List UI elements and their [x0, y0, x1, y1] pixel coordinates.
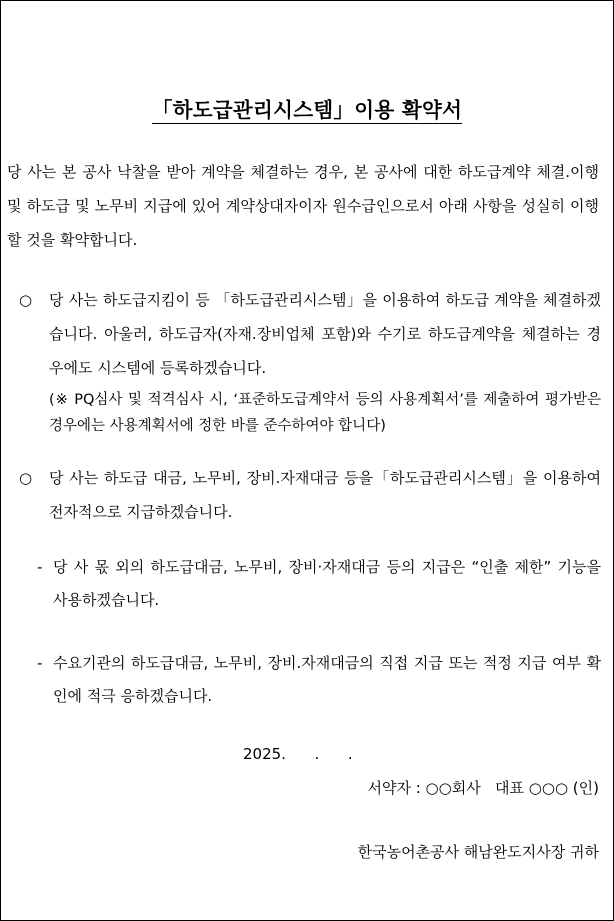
sub-item-2: [37, 647, 601, 713]
addressee-line: 한국농어촌공사 해남완도지사장 귀하: [357, 843, 599, 861]
sub-item-1: [37, 551, 601, 617]
document-date: 2025. . .: [243, 745, 353, 763]
document-title: [1, 93, 613, 123]
sub-item-1-text: 당 사 몫 외의 하도급대금, 노무비, 장비·자재대금 등의 지급은 “인출 제한” 기능을 사용하겠습니다.: [53, 558, 601, 609]
signature-line: 서약자 : ○○회사 대표 ○○○ (인): [367, 779, 599, 797]
commitment-item-2-text: 당 사는 하도급 대금, 노무비, 장비.자재대금 등을「하도급관리시스템」을 이용하여 전자적으로 지급하겠습니다.: [49, 469, 601, 521]
dash-marker: -: [37, 654, 43, 672]
intro-paragraph: 당 사는 본 공사 낙찰을 받아 계약을 체결하는 경우, 본 공사에 대한 하도급계약 체결.이행 및 하도급 및 노무비 지급에 있어 계약상대자이자 원수급인으로서 아래 사항을 성실히 이행할 것을 확약합니다.: [7, 163, 599, 249]
circle-bullet-icon: ○: [19, 291, 33, 309]
commitment-item-1: [19, 283, 601, 439]
commitment-item-2: [19, 461, 601, 529]
commitment-item-1-note: (※ PQ심사 및 적격심사 시, ‘표준하도급계약서 등의 사용계획서’를 제출하여 평가받은 경우에는 사용계획서에 정한 바를 준수하여야 합니다): [49, 392, 601, 434]
commitment-item-1-text: 당 사는 하도급지킴이 등 「하도급관리시스템」을 이용하여 하도급 계약을 체결하겠습니다. 아울러, 하도급자(자재.장비업체 포함)와 수기로 하도급계약을 체결하는 경우에도 시스템에 등록하겠습니다.: [49, 291, 601, 377]
circle-bullet-icon: ○: [19, 469, 33, 487]
sub-item-2-text: 수요기관의 하도급대금, 노무비, 장비.자재대금의 직접 지급 또는 적정 지급 여부 확인에 적극 응하겠습니다.: [53, 654, 601, 705]
document-title-text: 「하도급관리시스템」이용 확약서: [151, 98, 463, 122]
dash-marker: -: [37, 558, 43, 576]
